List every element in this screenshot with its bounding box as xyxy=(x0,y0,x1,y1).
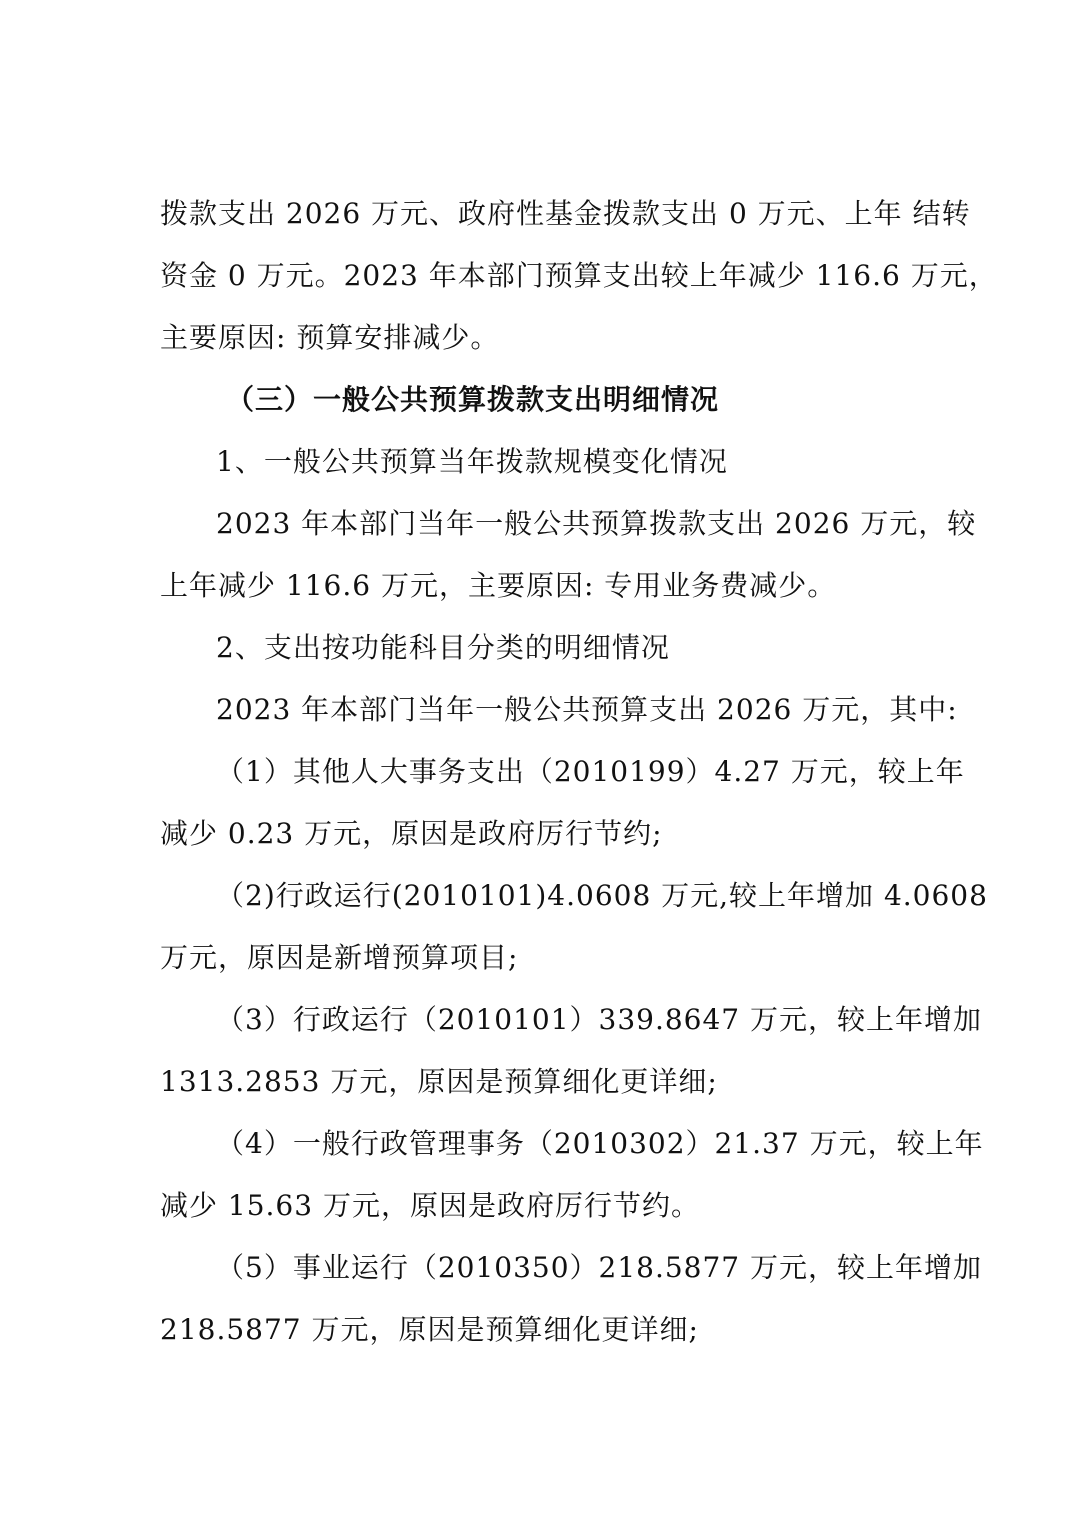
item-3-line-1: （3）行政运行（2010101）339.8647 万元，较上年增加 xyxy=(216,1003,983,1036)
item-4-line-2: 减少 15.63 万元，原因是政府厉行节约。 xyxy=(160,1189,700,1222)
text-line-2: 资金 0 万元。2023 年本部门预算支出较上年减少 116.6 万元， xyxy=(160,259,998,292)
subheading-1: 1、一般公共预算当年拨款规模变化情况 xyxy=(216,445,728,478)
text-line-1: 拨款支出 2026 万元、政府性基金拨款支出 0 万元、上年 结转 xyxy=(160,197,971,230)
item-1-line-1: （1）其他人大事务支出（2010199）4.27 万元，较上年 xyxy=(216,755,965,788)
text-line-4: 2023 年本部门当年一般公共预算拨款支出 2026 万元，较 xyxy=(216,507,977,540)
item-3-line-2: 1313.2853 万元，原因是预算细化更详细; xyxy=(160,1065,718,1098)
text-line-5: 上年减少 116.6 万元，主要原因: 专用业务费减少。 xyxy=(160,569,837,602)
section-heading: （三）一般公共预算拨款支出明细情况 xyxy=(226,383,720,416)
item-2-line-2: 万元，原因是新增预算项目; xyxy=(160,941,519,974)
text-line-3: 主要原因: 预算安排减少。 xyxy=(160,321,500,354)
item-2-line-1: （2)行政运行(2010101)4.0608 万元,较上年增加 4.0608 xyxy=(216,879,988,912)
item-5-line-1: （5）事业运行（2010350）218.5877 万元，较上年增加 xyxy=(216,1251,983,1284)
subheading-2: 2、支出按功能科目分类的明细情况 xyxy=(216,631,670,664)
text-line-6: 2023 年本部门当年一般公共预算支出 2026 万元，其中: xyxy=(216,693,958,726)
item-5-line-2: 218.5877 万元，原因是预算细化更详细; xyxy=(160,1313,699,1346)
item-4-line-1: （4）一般行政管理事务（2010302）21.37 万元，较上年 xyxy=(216,1127,984,1160)
item-1-line-2: 减少 0.23 万元，原因是政府厉行节约; xyxy=(160,817,663,850)
